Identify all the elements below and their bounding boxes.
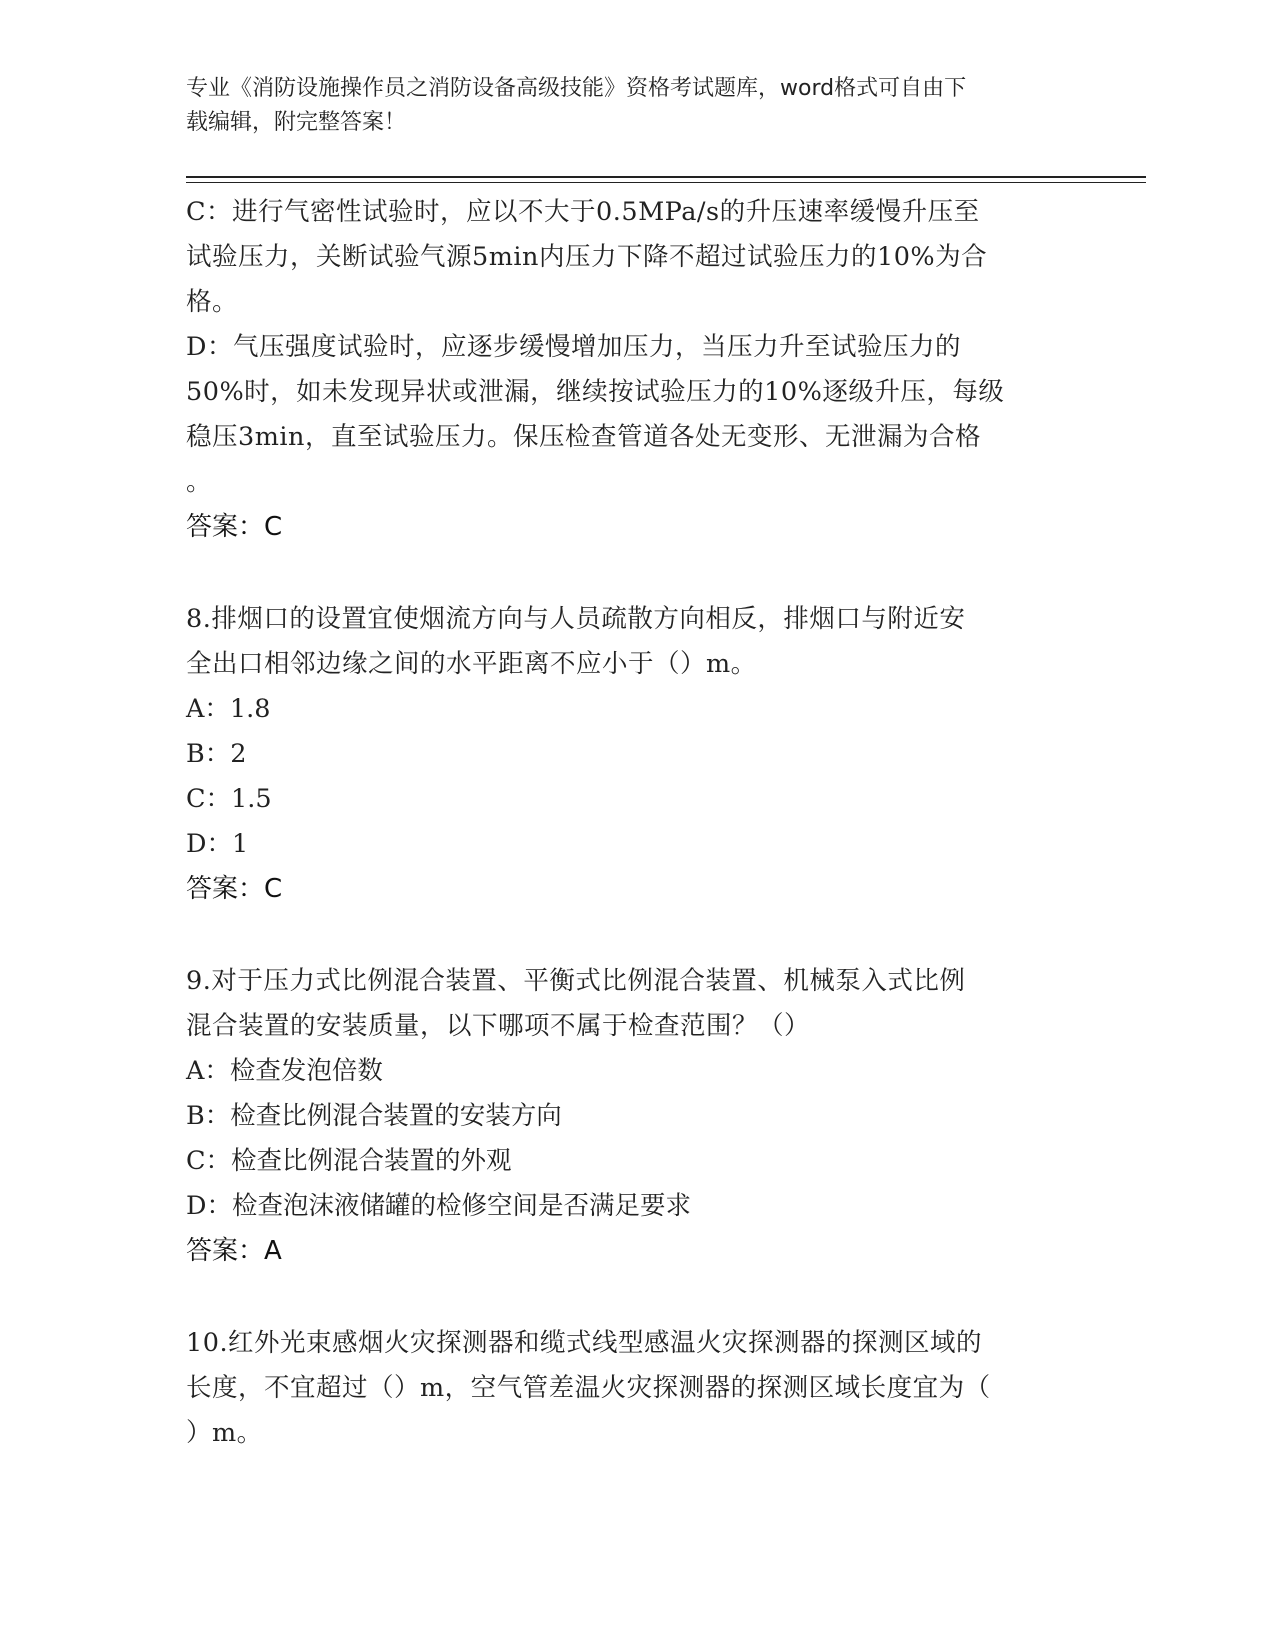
header-line-1: 专业《消防设施操作员之消防设备高级技能》资格考试题库，word格式可自由下 xyxy=(186,76,967,101)
option-a: A：检查发泡倍数 xyxy=(186,1056,383,1086)
header-divider-thin xyxy=(186,182,1146,183)
question-stem-line: 混合装置的安装质量，以下哪项不属于检查范围？（） xyxy=(186,1011,811,1041)
header-line-2: 载编辑，附完整答案！ xyxy=(186,110,407,135)
option-c: C：1.5 xyxy=(186,784,272,814)
option-c-line: 格。 xyxy=(186,287,239,317)
option-d-line: 50%时，如未发现异状或泄漏，继续按试验压力的10%逐级升压，每级 xyxy=(186,377,1005,407)
spacer xyxy=(186,550,1066,597)
question-stem-line: 8.排烟口的设置宜使烟流方向与人员疏散方向相反，排烟口与附近安 xyxy=(186,604,966,634)
answer-line: 答案：C xyxy=(186,874,283,904)
option-d: D：检查泡沫液储罐的检修空间是否满足要求 xyxy=(186,1191,691,1221)
option-d: D：1 xyxy=(186,829,249,859)
document-header xyxy=(186,72,1066,140)
question-10-block xyxy=(186,1321,1066,1456)
option-b: B：2 xyxy=(186,739,247,769)
question-stem-line: ）m。 xyxy=(186,1418,263,1448)
question-8-block xyxy=(186,597,1066,912)
question-stem-line: 长度，不宜超过（）m，空气管差温火灾探测器的探测区域长度宜为（ xyxy=(186,1373,991,1403)
question-stem-line: 10.红外光束感烟火灾探测器和缆式线型感温火灾探测器的探测区域的 xyxy=(186,1328,983,1358)
option-d-line: 。 xyxy=(186,467,213,497)
question-content xyxy=(186,190,1066,1456)
spacer xyxy=(186,1274,1066,1321)
answer-line: 答案：C xyxy=(186,512,283,542)
option-d-line: 稳压3min，直至试验压力。保压检查管道各处无变形、无泄漏为合格 xyxy=(186,422,981,452)
option-c-line: C：进行气密性试验时，应以不大于0.5MPa/s的升压速率缓慢升压至 xyxy=(186,197,980,227)
question-stem-line: 全出口相邻边缘之间的水平距离不应小于（）m。 xyxy=(186,649,757,679)
prev-question-block xyxy=(186,190,1066,550)
option-c: C：检查比例混合装置的外观 xyxy=(186,1146,512,1176)
spacer xyxy=(186,912,1066,959)
question-9-block xyxy=(186,959,1066,1274)
header-divider-thick xyxy=(186,176,1146,178)
answer-line: 答案：A xyxy=(186,1236,282,1266)
option-b: B：检查比例混合装置的安装方向 xyxy=(186,1101,562,1131)
option-a: A：1.8 xyxy=(186,694,271,724)
option-d-line: D：气压强度试验时，应逐步缓慢增加压力，当压力升至试验压力的 xyxy=(186,332,961,362)
question-stem-line: 9.对于压力式比例混合装置、平衡式比例混合装置、机械泵入式比例 xyxy=(186,966,966,996)
option-c-line: 试验压力，关断试验气源5min内压力下降不超过试验压力的10%为合 xyxy=(186,242,988,272)
